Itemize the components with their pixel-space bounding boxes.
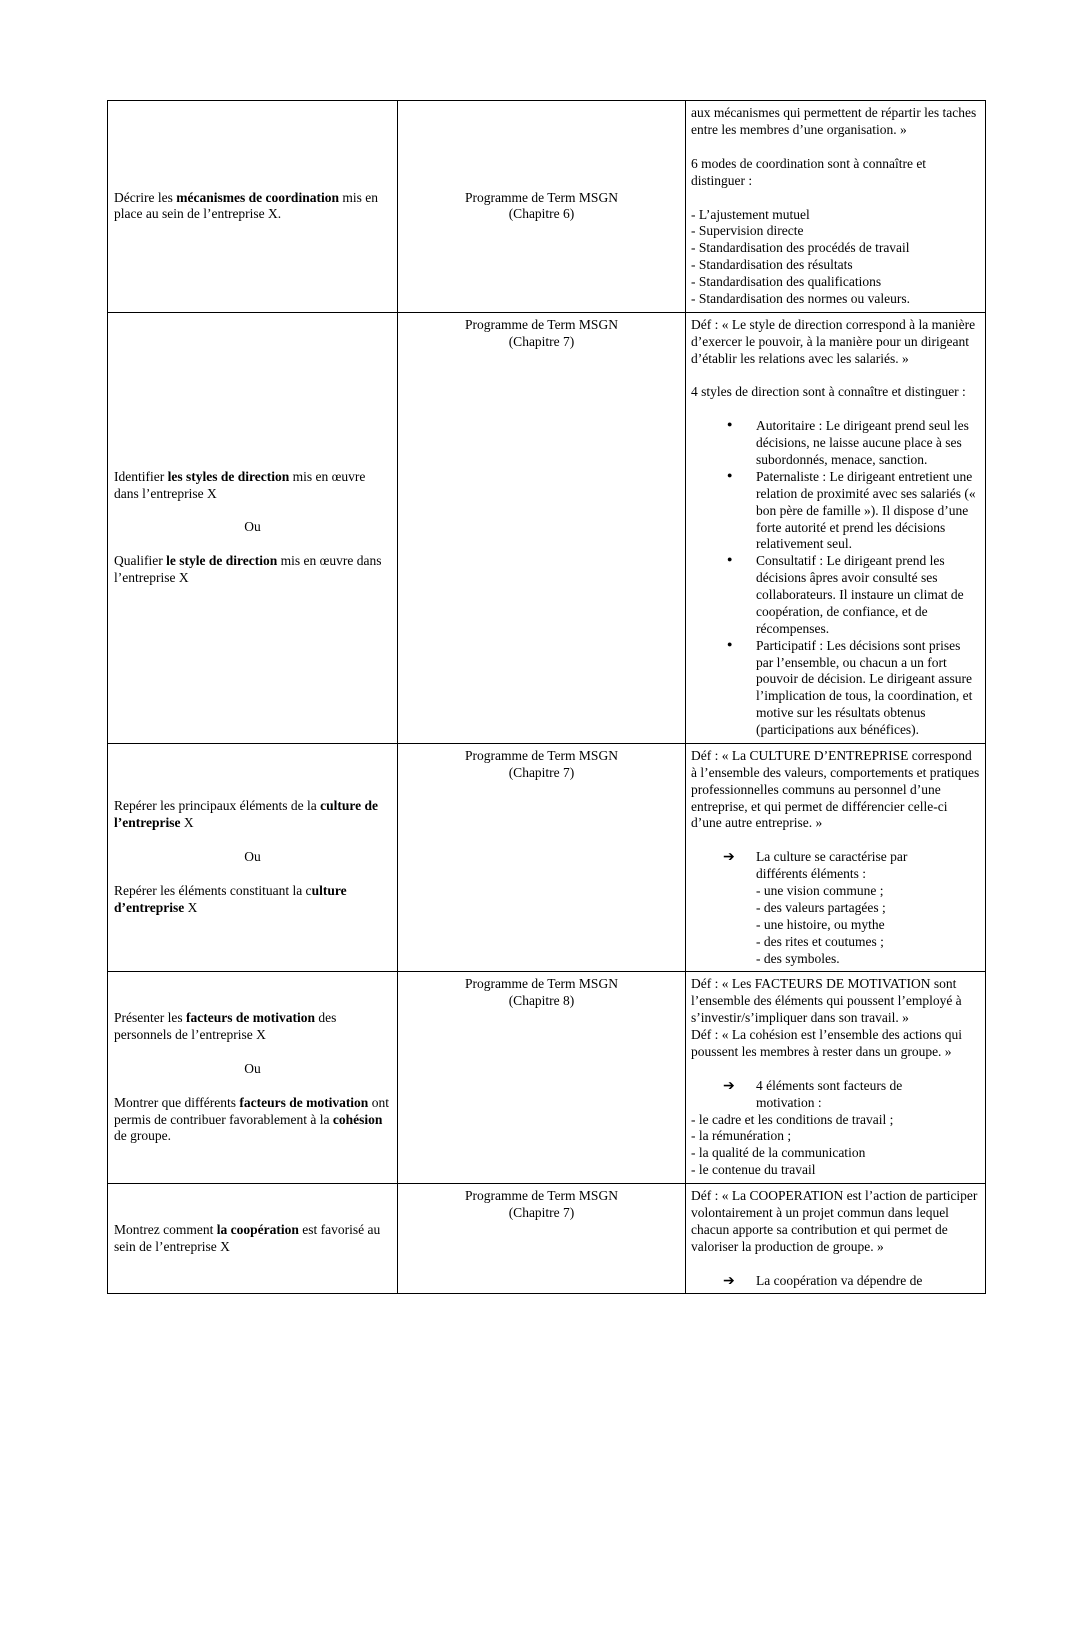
arrow-subitem: - des valeurs partagées ; (756, 899, 886, 915)
dash-item: - L’ajustement mutuel (691, 206, 810, 222)
source-line: Programme de Term MSGN (465, 747, 618, 763)
text-segment: mis en œuvre dans l’entreprise X (114, 553, 382, 586)
arrow-subitem: - des symboles. (756, 950, 840, 966)
emphasis-text: facteurs de motivation (239, 1094, 369, 1110)
arrow-subitem: - une histoire, ou mythe (756, 916, 885, 932)
text-segment: est favorisé au sein de l’entreprise X (114, 1221, 381, 1254)
dash-item: - la rémunération ; (691, 1128, 792, 1144)
text-segment: Déf : « La COOPERATION est l’action de participer volontairement à un projet commun dans lequel chacun apporte sa contribution et qui permet de valoriser la production de groupe. » (691, 1188, 978, 1254)
dash-list (691, 207, 980, 308)
emphasis-text: mécanismes de coordination (176, 189, 339, 205)
text-segment: aux mécanismes qui permettent de répartir les taches entre les membres d’une organisation. » (691, 105, 977, 137)
arrow-text: 4 éléments sont facteurs de motivation : (756, 1077, 903, 1110)
dash-item: - Standardisation des résultats (691, 257, 853, 273)
text-segment: Qualifier (114, 553, 167, 569)
bullet-icon: ● (727, 554, 733, 565)
text-segment: Déf : « La cohésion est l’ensemble des actions qui poussent les membres à rester dans un groupe. » (691, 1027, 963, 1059)
arrow-text: La culture se caractérise par différents éléments : (756, 849, 908, 882)
paragraph (114, 553, 391, 587)
paragraph (691, 156, 980, 190)
blank-line (691, 401, 980, 418)
arrow-icon: ➔ (723, 1078, 735, 1094)
blank-line (114, 832, 391, 849)
qa-table-body (108, 101, 986, 1294)
bullet-text: Autoritaire : Le dirigeant prend seul les décisions, ne laisse aucune place à ses subordonnés, menace, sanction. (756, 418, 969, 467)
source-line: Programme de Term MSGN (465, 1188, 618, 1203)
emphasis-text: le style de direction (166, 553, 278, 569)
emphasis-text: les styles de direction (167, 468, 290, 484)
objective-cell (108, 101, 398, 313)
dash-item: - le contenue du travail (691, 1162, 816, 1178)
blank-line (691, 139, 980, 156)
blank-line (691, 1061, 980, 1078)
text-segment: Repérer les principaux éléments de la (114, 798, 321, 814)
arrow-text: La coopération va dépendre de (756, 1272, 923, 1288)
paragraph (691, 748, 980, 832)
bullet-text: Paternaliste : Le dirigeant entretient une relation de proximité avec ses salariés (« bon père de famille »). Il dispose d’une forte autorité et prend les décisions relativement seul. (756, 468, 976, 552)
blank-line (114, 536, 391, 553)
objective-cell (108, 972, 398, 1184)
text-segment: Montrez comment (114, 1221, 217, 1237)
arrow-subitem: - une vision commune ; (756, 883, 884, 898)
dash-item: - Standardisation des procédés de travail (691, 240, 910, 256)
blank-line (114, 1044, 391, 1061)
paragraph (114, 1010, 391, 1044)
paragraph (691, 384, 980, 401)
bullet-item (691, 553, 980, 637)
bullet-item (691, 469, 980, 553)
dash-list (691, 1112, 980, 1180)
text-segment: X (180, 815, 194, 831)
content-cell (686, 1184, 986, 1294)
text-segment: de groupe. (114, 1128, 171, 1144)
bullet-icon: ● (727, 419, 733, 430)
text-segment: ont permis de contribuer favorablement à la (114, 1094, 389, 1127)
ou-separator: Ou (244, 519, 261, 535)
bullet-icon: ● (727, 638, 733, 649)
paragraph (114, 190, 391, 224)
arrow-icon: ➔ (723, 850, 735, 866)
objective-cell (108, 312, 398, 743)
blank-line (114, 866, 391, 883)
text-segment: 4 styles de direction sont à connaître et distinguer : (691, 384, 966, 400)
text-segment: Déf : « La CULTURE D’ENTREPRISE correspond à l’ensemble des valeurs, comportements et pratiques professionnelles communs au personnel d’une entreprise, et qui permet de différencier celle-ci d’une autre entreprise. » (691, 747, 980, 831)
source-cell (398, 972, 686, 1184)
dash-item: - Standardisation des qualifications (691, 274, 882, 289)
blank-line (114, 1078, 391, 1095)
bullet-icon: ● (727, 469, 733, 480)
emphasis-text: culture de l’entreprise (114, 798, 379, 831)
content-cell (686, 312, 986, 743)
text-segment: Déf : « Le style de direction correspond à la manière d’exercer le pouvoir, à la manière pour un dirigeant d’établir les relations avec les salariés. » (691, 316, 976, 366)
text-segment: Repérer les éléments constituant la c (114, 883, 312, 899)
source-cell (398, 101, 686, 313)
paragraph (691, 105, 980, 139)
paragraph (114, 469, 391, 503)
paragraph (114, 798, 391, 832)
dash-item: - le cadre et les conditions de travail ; (691, 1111, 894, 1127)
source-line: Programme de Term MSGN (465, 189, 618, 205)
content-cell (686, 743, 986, 972)
blank-line (691, 1256, 980, 1273)
text-segment: mis en œuvre dans l’entreprise X (114, 468, 366, 501)
table-row (108, 743, 986, 972)
blank-line (691, 367, 980, 384)
bullet-text: Consultatif : Le dirigeant prend les décisions âpres avoir consulté ses collaborateurs. Il instaure un climat de coopération, de confiance, et de récompenses. (756, 553, 964, 636)
arrow-body (756, 849, 980, 967)
source-cell (398, 1184, 686, 1294)
arrow-body (756, 1273, 980, 1290)
objective-cell (108, 743, 398, 972)
source-line: Programme de Term MSGN (465, 316, 618, 332)
source-cell (398, 743, 686, 972)
arrow-icon: ➔ (723, 1273, 735, 1289)
paragraph (691, 1188, 980, 1256)
table-row (108, 1184, 986, 1294)
arrow-item (691, 849, 980, 967)
paragraph (691, 1027, 980, 1061)
text-segment: Identifier (114, 468, 168, 484)
text-segment: mis en place au sein de l’entreprise X. (114, 189, 378, 222)
blank-line (691, 190, 980, 207)
bullet-item (691, 638, 980, 739)
paragraph (114, 1222, 391, 1256)
source-cell (398, 312, 686, 743)
content-cell (686, 972, 986, 1184)
source-line: (Chapitre 7) (508, 333, 575, 349)
source-line: (Chapitre 8) (508, 993, 575, 1009)
bullet-text: Participatif : Les décisions sont prises par l’ensemble, ou chacun a un fort pouvoir de décision. Le dirigeant assure l’implication de tous, la coordination, et motive sur les résultats obtenus (participations aux bénéfices). (756, 637, 973, 737)
source-line: (Chapitre 7) (508, 1204, 575, 1220)
paragraph (114, 1095, 391, 1146)
arrow-body (756, 1078, 980, 1112)
blank-line (114, 502, 391, 519)
bullet-item (691, 418, 980, 469)
paragraph (691, 317, 980, 368)
emphasis-text: ulture d’entreprise (114, 883, 347, 915)
dash-item: - Standardisation des normes ou valeurs. (691, 290, 910, 306)
table-row (108, 972, 986, 1184)
content-cell (686, 101, 986, 313)
objective-cell (108, 1184, 398, 1294)
paragraph (691, 976, 980, 1027)
text-segment: 6 modes de coordination sont à connaître et distinguer : (691, 155, 927, 188)
text-segment: Déf : « Les FACTEURS DE MOTIVATION sont l’ensemble des éléments qui poussent l’employé à s’investir/s’impliquer dans son travail. » (691, 976, 962, 1026)
text-segment: Décrire les (114, 189, 177, 205)
text-segment: X (184, 899, 198, 915)
bullet-list (691, 418, 980, 739)
emphasis-text: la coopération (216, 1221, 299, 1237)
table-row (108, 101, 986, 313)
ou-separator: Ou (244, 1060, 261, 1076)
text-segment: Présenter les (114, 1010, 186, 1026)
emphasis-text: facteurs de motivation (185, 1010, 315, 1026)
dash-item: - Supervision directe (691, 223, 804, 239)
ou-separator: Ou (244, 849, 261, 865)
emphasis-text: cohésion (332, 1111, 383, 1127)
arrow-item (691, 1078, 980, 1112)
source-line: Programme de Term MSGN (465, 976, 618, 992)
text-segment: Montrer que différents (114, 1094, 240, 1110)
paragraph (114, 883, 391, 917)
table-row (108, 312, 986, 743)
blank-line (691, 832, 980, 849)
source-line: (Chapitre 6) (508, 206, 575, 222)
arrow-subitem: - des rites et coutumes ; (756, 933, 884, 949)
text-segment: des personnels de l’entreprise X (114, 1010, 337, 1042)
dash-item: - la qualité de la communication (691, 1145, 866, 1161)
qa-table (107, 100, 986, 1294)
arrow-item (691, 1273, 980, 1290)
source-line: (Chapitre 7) (508, 764, 575, 780)
